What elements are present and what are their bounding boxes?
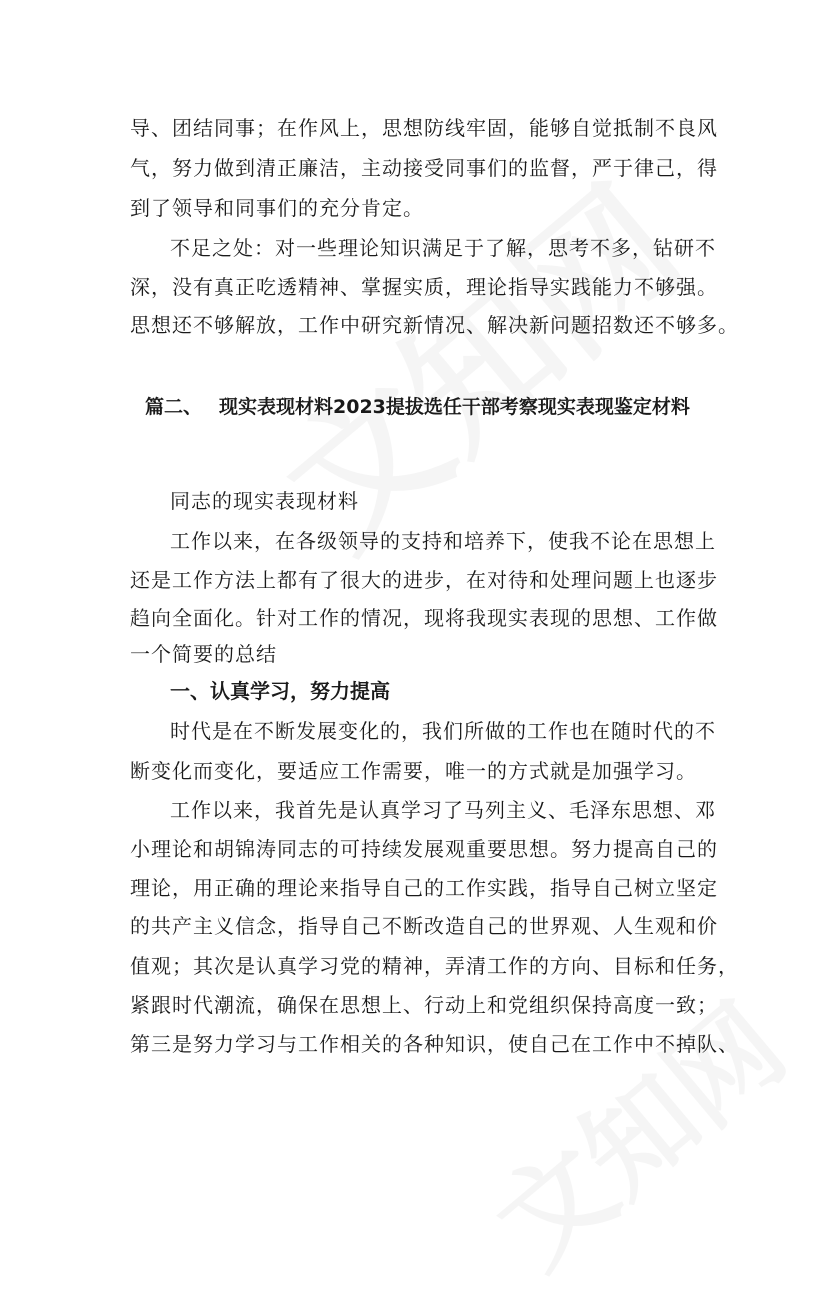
paragraph-line: 的共产主义信念，指导自己不断改造自己的世界观、人生观和价 [130, 914, 718, 938]
paragraph-line: 理论，用正确的理论来指导自己的工作实践，指导自己树立坚定 [130, 876, 718, 900]
paragraph-line: 断变化而变化，要适应工作需要，唯一的方式就是加强学习。 [130, 759, 697, 783]
section-number: 篇二、 [145, 396, 203, 418]
section-title: 现实表现材料2023提拔选任干部考察现实表现鉴定材料 [219, 396, 690, 418]
paragraph-line: 导、团结同事；在作风上，思想防线牢固，能够自觉抵制不良风 [130, 116, 718, 140]
paragraph-line: 值观；其次是认真学习党的精神，弄清工作的方向、目标和任务， [130, 954, 739, 978]
paragraph-line: 到了领导和同事们的充分肯定。 [130, 196, 424, 220]
paragraph-line: 工作以来，在各级领导的支持和培养下，使我不论在思想上 [170, 529, 716, 553]
paragraph-line: 时代是在不断发展变化的，我们所做的工作也在随时代的不 [170, 719, 716, 743]
paragraph-line: 思想还不够解放，工作中研究新情况、解决新问题招数还不够多。 [130, 313, 739, 337]
paragraph-line: 趋向全面化。针对工作的情况，现将我现实表现的思想、工作做 [130, 606, 718, 630]
paragraph-line: 气，努力做到清正廉洁，主动接受同事们的监督，严于律己，得 [130, 156, 718, 180]
paragraph-line: 第三是努力学习与工作相关的各种知识，使自己在工作中不掉队、 [130, 1032, 739, 1056]
paragraph-line: 一个简要的总结 [130, 642, 277, 666]
paragraph-line: 紧跟时代潮流，确保在思想上、行动上和党组织保持高度一致； [130, 993, 718, 1017]
subsection-heading: 一、认真学习，努力提高 [170, 679, 390, 703]
paragraph-line: 小理论和胡锦涛同志的可持续发展观重要思想。努力提高自己的 [130, 837, 718, 861]
paragraph-line: 还是工作方法上都有了很大的进步，在对待和处理问题上也逐步 [130, 568, 718, 592]
section-heading [145, 393, 690, 421]
document-subtitle: 同志的现实表现材料 [170, 489, 359, 513]
paragraph-line: 不足之处：对一些理论知识满足于了解，思考不多，钻研不 [170, 236, 716, 260]
paragraph-line: 工作以来，我首先是认真学习了马列主义、毛泽东思想、邓 [170, 798, 716, 822]
paragraph-line: 深，没有真正吃透精神、掌握实质，理论指导实践能力不够强。 [130, 275, 718, 299]
